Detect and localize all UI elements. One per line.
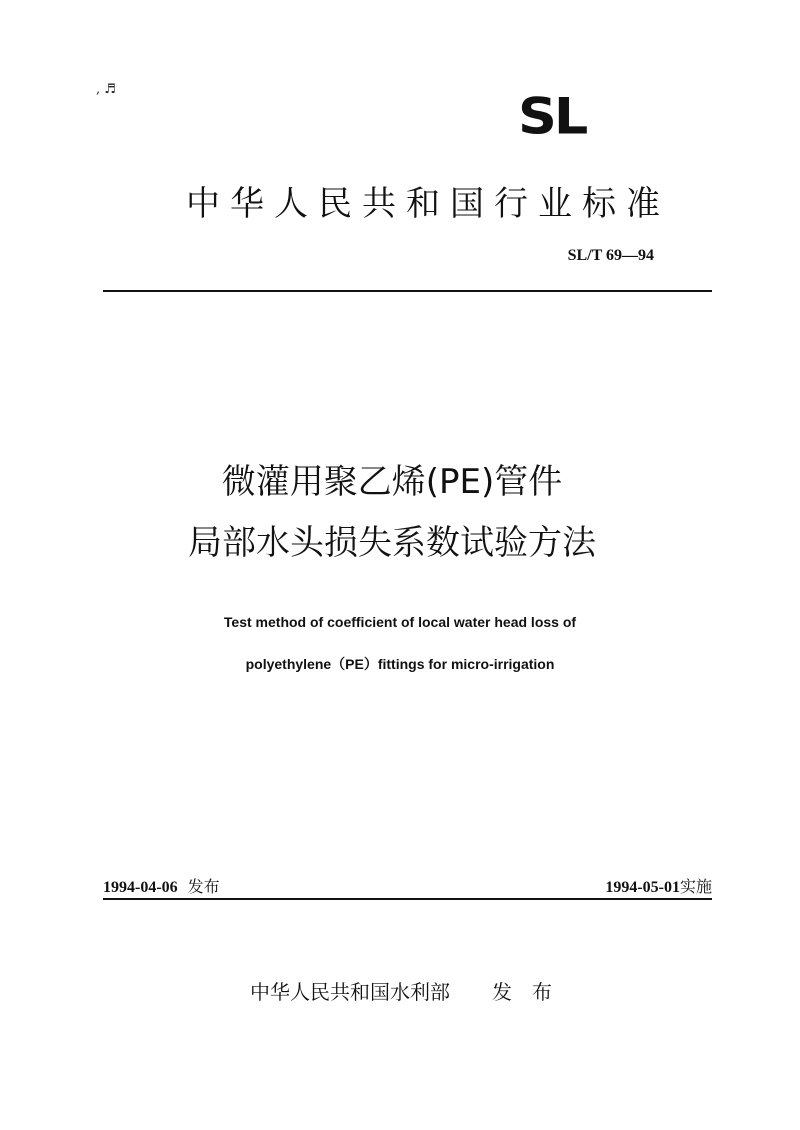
standard-code: SL/T 69—94 <box>567 247 654 264</box>
issue-date-block <box>103 874 220 897</box>
title-zh-line-1: 微灌用聚乙烯(PE)管件 <box>221 462 563 502</box>
implementation-date: 1994-05-01 <box>605 879 680 896</box>
publisher-name: 中华人民共和国水利部 <box>250 980 450 1004</box>
scan-mark: , ♬ <box>96 82 116 97</box>
top-divider <box>103 290 712 292</box>
publisher-block <box>250 976 572 1005</box>
title-en-line-2: polyethylene（PE）fittings for micro-irrigation <box>245 656 555 672</box>
implementation-date-block <box>605 874 712 897</box>
standard-type-heading: 中华人民共和国行业标准 <box>186 184 670 224</box>
issue-date: 1994-04-06 <box>103 879 178 896</box>
bottom-divider <box>103 898 712 900</box>
title-zh-line-2: 局部水头损失系数试验方法 <box>188 523 596 563</box>
issue-label: 发布 <box>187 877 220 896</box>
publisher-action: 发布 <box>492 980 572 1004</box>
title-en-line-1: Test method of coefficient of local water head loss of <box>223 614 577 630</box>
sl-logo: SL <box>518 87 586 146</box>
implementation-label: 实施 <box>679 877 712 896</box>
